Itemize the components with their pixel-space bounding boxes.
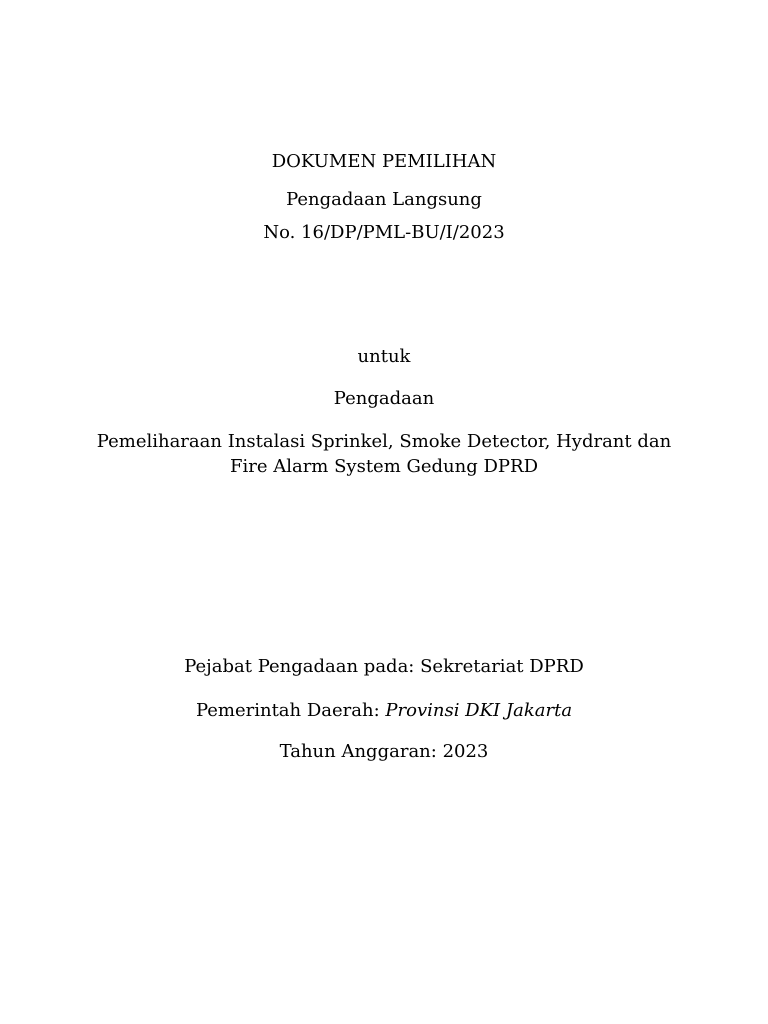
for-label: untuk — [357, 346, 411, 367]
procurement-official-label: Pejabat Pengadaan pada: — [184, 656, 421, 677]
fiscal-year — [0, 741, 768, 763]
document-number: No. 16/DP/PML-BU/I/2023 — [263, 222, 505, 243]
regional-government-label: Pemerintah Daerah: — [195, 700, 386, 721]
regional-government — [0, 700, 768, 722]
regional-government-value: Provinsi DKI Jakarta — [385, 700, 573, 721]
fiscal-year-label: Tahun Anggaran: — [279, 741, 443, 762]
fiscal-year-value: 2023 — [442, 741, 489, 762]
procurement-method: Pengadaan Langsung — [286, 189, 482, 210]
procurement-description-line2: Fire Alarm System Gedung DPRD — [229, 456, 539, 477]
procurement-official-value: Sekretariat DPRD — [420, 656, 584, 677]
document-title: DOKUMEN PEMILIHAN — [271, 151, 497, 172]
procurement-official — [0, 656, 768, 678]
procurement-label: Pengadaan — [333, 388, 435, 409]
procurement-description-line1: Pemeliharaan Instalasi Sprinkel, Smoke Detector, Hydrant dan — [96, 431, 672, 452]
